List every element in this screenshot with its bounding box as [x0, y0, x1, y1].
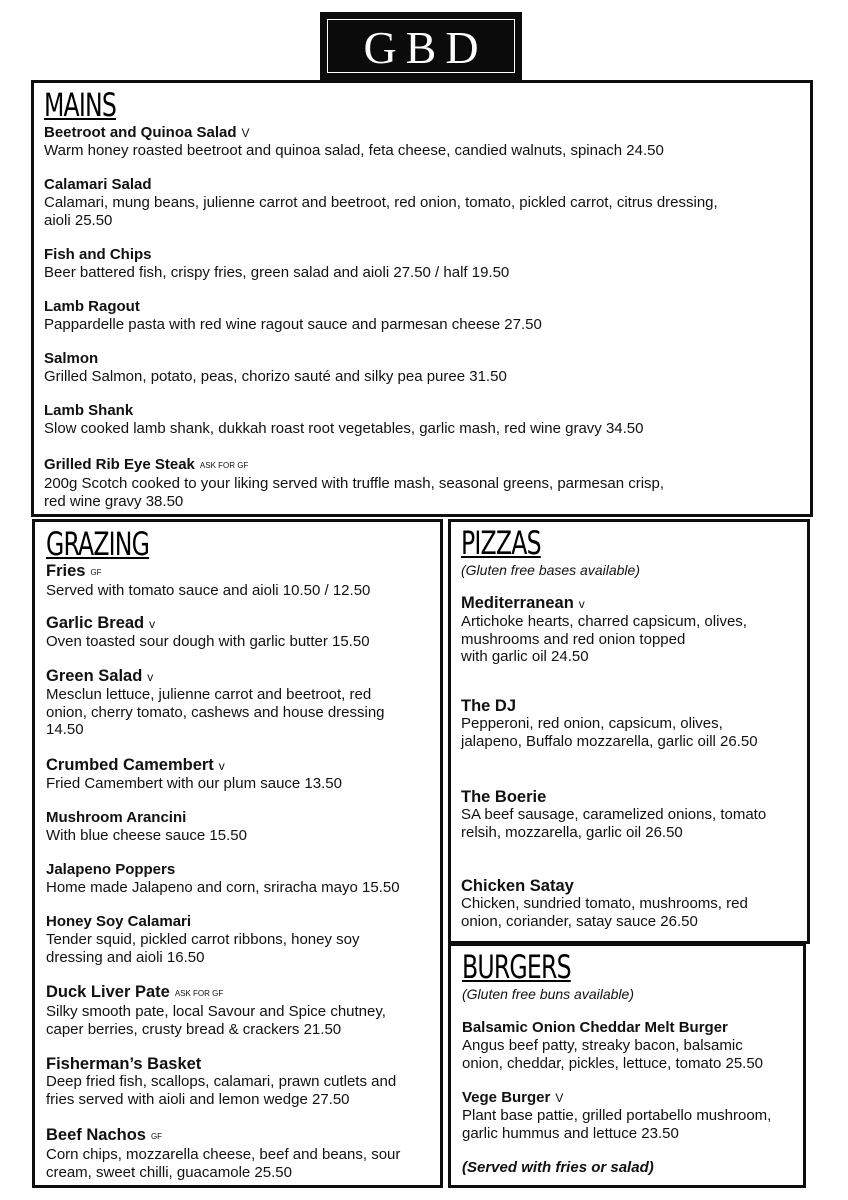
burgers-subtitle: (Gluten free buns available): [462, 986, 634, 1002]
item-description: Pappardelle pasta with red wine ragout sauce and parmesan cheese 27.50: [44, 316, 542, 333]
menu-item: [44, 402, 804, 438]
item-tag: v: [218, 759, 225, 773]
item-description: SA beef sausage, caramelized onions, tomato relsih, mozzarella, garlic oil 26.50: [461, 806, 767, 841]
menu-item: [46, 614, 436, 651]
item-description: Plant base pattie, grilled portabello mushroom, garlic hummus and lettuce 23.50: [462, 1107, 772, 1142]
item-description: Fried Camembert with our plum sauce 13.50: [46, 775, 342, 792]
menu-item: [44, 176, 804, 229]
item-tag: v: [578, 597, 585, 611]
menu-item: [46, 756, 436, 793]
item-name: Honey Soy Calamari: [46, 913, 192, 930]
item-name: The DJ: [461, 697, 517, 715]
menu-item: [46, 809, 436, 845]
item-name: Balsamic Onion Cheddar Melt Burger: [462, 1019, 728, 1036]
item-tag: GF: [150, 1132, 163, 1141]
item-description: Beer battered fish, crispy fries, green salad and aioli 27.50 / half 19.50: [44, 264, 510, 281]
item-description: Slow cooked lamb shank, dukkah roast root vegetables, garlic mash, red wine gravy 34.50: [44, 420, 644, 437]
item-description: Pepperoni, red onion, capsicum, olives, jalapeno, Buffalo mozzarella, garlic oill 26.50: [461, 715, 758, 750]
item-name: Vege Burger: [462, 1089, 551, 1106]
menu-item: [461, 697, 801, 750]
item-description: Home made Jalapeno and corn, sriracha mayo 15.50: [46, 879, 400, 896]
item-name: Lamb Ragout: [44, 298, 140, 315]
item-name: Grilled Rib Eye Steak: [44, 456, 195, 473]
item-description: Silky smooth pate, local Savour and Spice chutney, caper berries, crusty bread & crackers 21.50: [46, 1003, 386, 1038]
menu-item: [44, 456, 804, 510]
item-description: Grilled Salmon, potato, peas, chorizo sauté and silky pea puree 31.50: [44, 368, 507, 385]
item-name: Beef Nachos: [46, 1126, 146, 1144]
logo: [321, 13, 521, 79]
item-tag: ASK FOR GF: [199, 461, 249, 470]
menu-item: [46, 861, 436, 897]
menu-item: [462, 1019, 802, 1072]
item-name: Fisherman’s Basket: [46, 1055, 202, 1073]
item-tag: v: [147, 670, 154, 684]
item-description: Corn chips, mozzarella cheese, beef and beans, sour cream, sweet chilli, guacamole 25.50: [46, 1146, 401, 1181]
item-name: Mushroom Arancini: [46, 809, 187, 826]
item-name: Crumbed Camembert: [46, 756, 214, 774]
pizzas-title: PIZZAS: [461, 524, 541, 562]
item-tag: V: [241, 126, 250, 140]
item-description: Served with tomato sauce and aioli 10.50 / 12.50: [46, 582, 371, 599]
menu-item: [46, 562, 436, 600]
burgers-footer: (Served with fries or salad): [462, 1159, 654, 1176]
menu-item: [46, 1055, 436, 1108]
item-description: Calamari, mung beans, julienne carrot and beetroot, red onion, tomato, pickled carrot, citrus dressing, aioli 25.50: [44, 194, 718, 229]
menu-item: [44, 298, 804, 334]
menu-item: [44, 246, 804, 282]
item-name: Garlic Bread: [46, 614, 145, 632]
item-tag: ASK FOR GF: [174, 989, 224, 998]
item-description: Deep fried fish, scallops, calamari, prawn cutlets and fries served with aioli and lemon wedge 27.50: [46, 1073, 397, 1108]
item-description: Chicken, sundried tomato, mushrooms, red onion, coriander, satay sauce 26.50: [461, 895, 748, 930]
item-name: Green Salad: [46, 667, 143, 685]
item-name: Mediterranean: [461, 594, 574, 612]
menu-item: [46, 983, 436, 1038]
menu-item: [46, 1126, 436, 1181]
grazing-title: GRAZING: [46, 525, 150, 563]
item-name: Fries: [46, 562, 86, 580]
item-description: Artichoke hearts, charred capsicum, olives, mushrooms and red onion topped with garlic oil 24.50: [461, 613, 747, 665]
item-name: Fish and Chips: [44, 246, 152, 263]
menu-item: [461, 877, 801, 930]
mains-title: MAINS: [44, 86, 117, 124]
menu-item: [461, 594, 801, 666]
item-name: Chicken Satay: [461, 877, 574, 895]
logo-text: GBD: [327, 19, 515, 73]
item-name: The Boerie: [461, 788, 547, 806]
menu-item: [44, 124, 804, 160]
item-name: Beetroot and Quinoa Salad: [44, 124, 237, 141]
item-name: Salmon: [44, 350, 99, 367]
menu-item: [46, 667, 436, 739]
item-name: Lamb Shank: [44, 402, 134, 419]
menu-item: [462, 1089, 802, 1142]
menu-item: [461, 788, 801, 841]
menu-item: [46, 913, 436, 966]
item-description: Warm honey roasted beetroot and quinoa salad, feta cheese, candied walnuts, spinach 24.50: [44, 142, 664, 159]
item-description: Angus beef patty, streaky bacon, balsamic onion, cheddar, pickles, lettuce, tomato 25.50: [462, 1037, 764, 1072]
pizzas-subtitle: (Gluten free bases available): [461, 562, 640, 578]
item-tag: V: [555, 1091, 564, 1105]
item-description: 200g Scotch cooked to your liking served with truffle mash, seasonal greens, parmesan crisp, red wine gravy 38.50: [44, 475, 665, 510]
item-tag: v: [149, 617, 156, 631]
item-name: Duck Liver Pate: [46, 983, 170, 1001]
item-description: Tender squid, pickled carrot ribbons, honey soy dressing and aioli 16.50: [46, 931, 360, 966]
item-name: Jalapeno Poppers: [46, 861, 176, 878]
item-description: Oven toasted sour dough with garlic butter 15.50: [46, 633, 370, 650]
item-name: Calamari Salad: [44, 176, 152, 193]
menu-item: [44, 350, 804, 386]
item-description: Mesclun lettuce, julienne carrot and beetroot, red onion, cherry tomato, cashews and house dressing 14.50: [46, 686, 385, 738]
item-description: With blue cheese sauce 15.50: [46, 827, 247, 844]
item-tag: GF: [90, 568, 102, 577]
burgers-title: BURGERS: [462, 948, 571, 986]
